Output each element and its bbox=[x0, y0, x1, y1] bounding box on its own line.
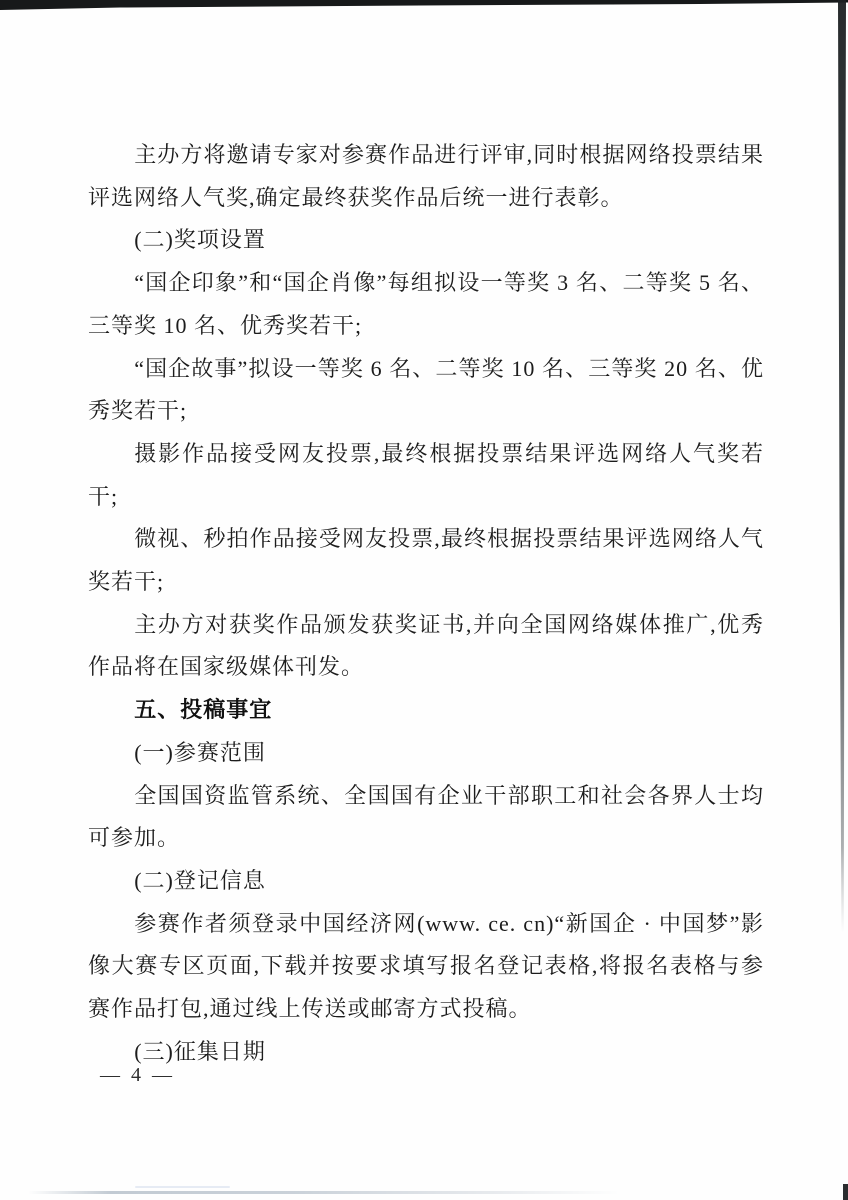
paragraph-body: 摄影作品接受网友投票,最终根据投票结果评选网络人气奖若干; bbox=[88, 440, 764, 509]
paragraph-body: 主办方将邀请专家对参赛作品进行评审,同时根据网络投票结果评选网络人气奖,确定最终获奖作品后统一进行表彰。 bbox=[88, 142, 764, 210]
page-number: — 4 — bbox=[100, 1064, 175, 1086]
scan-corner-mark bbox=[843, 1184, 848, 1200]
paragraph-body: “国企印象”和“国企肖像”每组拟设一等奖 3 名、二等奖 5 名、三等奖 10 名、优秀奖若干; bbox=[88, 270, 764, 338]
scan-top-edge bbox=[0, 0, 848, 12]
paragraph-body: “国企故事”拟设一等奖 6 名、二等奖 10 名、三等奖 20 名、优秀奖若干; bbox=[88, 355, 764, 424]
paragraph-body: 参赛作者须登录中国经济网(www. ce. cn)“新国企 · 中国梦”影像大赛专区页面,下载并按要求填写报名登记表格,将报名表格与参赛作品打包,通过线上传送或邮寄方式投稿。 bbox=[88, 910, 764, 1022]
scan-bottom-line bbox=[28, 1191, 620, 1194]
paragraph-body: 微视、秒拍作品接受网友投票,最终根据投票结果评选网络人气奖若干; bbox=[88, 526, 764, 595]
paragraph-subheading: (三)征集日期 bbox=[134, 1038, 266, 1064]
paragraph-heading: 五、投稿事宜 bbox=[134, 697, 273, 723]
scan-right-edge-line bbox=[830, 0, 848, 1200]
paragraph-body: 主办方对获奖作品颁发获奖证书,并向全国网络媒体推广,优秀作品将在国家级媒体刊发。 bbox=[88, 611, 764, 680]
paragraph-subheading: (二)奖项设置 bbox=[134, 227, 266, 253]
scan-bottom-smudge bbox=[135, 1186, 230, 1188]
paragraph-subheading: (二)登记信息 bbox=[134, 867, 266, 893]
document-body bbox=[88, 134, 764, 1073]
paragraph-subheading: (一)参赛范围 bbox=[134, 739, 266, 765]
paragraph-body: 全国国资监管系统、全国国有企业干部职工和社会各界人士均可参加。 bbox=[88, 782, 764, 851]
